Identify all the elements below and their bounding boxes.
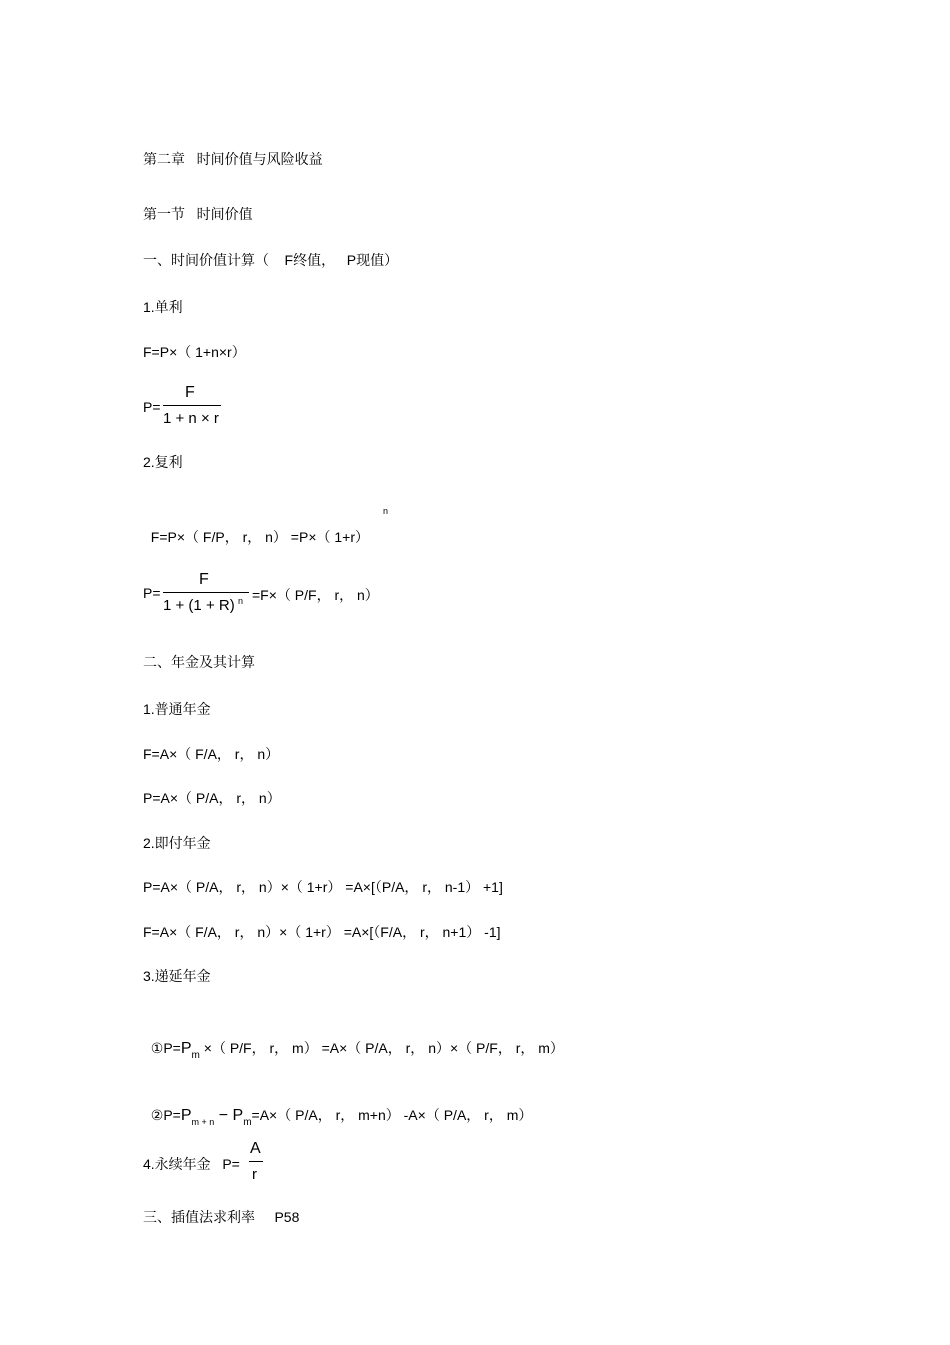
formula-prefix: ①P= bbox=[150, 1040, 181, 1056]
annuity-due-label: 2.即付年金 bbox=[143, 835, 211, 851]
perpetuity-formula bbox=[143, 1138, 283, 1190]
formula-text: ×（ P/F， r， m） =A×（ P/A， r， n）×（ P/F， r， m） bbox=[199, 1040, 564, 1056]
part1-heading: 一、时间价值计算（ F终值， P现值） bbox=[143, 252, 399, 268]
chapter-title: 第二章 时间价值与风险收益 bbox=[143, 151, 323, 167]
ordinary-annuity-label: 1.普通年金 bbox=[143, 701, 211, 717]
p-symbol: P bbox=[180, 1040, 192, 1057]
part3-heading: 三、插值法求利率 P58 bbox=[143, 1209, 300, 1225]
formula-rhs: =F×（ P/F， r， n） bbox=[252, 587, 379, 603]
section-title: 第一节 时间价值 bbox=[143, 206, 253, 222]
ordinary-formula-f: F=A×（ F/A， r， n） bbox=[143, 746, 280, 762]
fraction-denominator: r bbox=[252, 1166, 257, 1183]
deferred-formula-2 bbox=[143, 1088, 532, 1127]
minus-sign: − bbox=[214, 1107, 233, 1124]
formula-prefix: ②P= bbox=[150, 1107, 181, 1123]
fraction-bar bbox=[163, 592, 249, 593]
formula-lhs: P= bbox=[143, 585, 161, 601]
deferred-annuity-label: 3.递延年金 bbox=[143, 968, 211, 984]
fraction-denominator: 1 + n × r bbox=[163, 410, 219, 427]
fraction-numerator: A bbox=[250, 1140, 261, 1157]
compound-interest-label: 2.复利 bbox=[143, 454, 183, 470]
part2-heading: 二、年金及其计算 bbox=[143, 654, 255, 670]
formula-text: =A×（ P/A， r， m+n） -A×（ P/A， r， m） bbox=[251, 1107, 533, 1123]
fraction-numerator: F bbox=[199, 571, 209, 588]
annuity-due-formula-f: F=A×（ F/A， r， n）×（ 1+r） =A×[（F/A， r， n+1） -1] bbox=[143, 924, 501, 940]
subscript: m + n bbox=[191, 1117, 215, 1127]
formula-text: F=P×（ F/P， r， n） =P×（ 1+r） bbox=[150, 529, 370, 545]
perpetuity-label: 4.永续年金 P= bbox=[143, 1156, 240, 1172]
subscript: m bbox=[243, 1117, 252, 1128]
p-symbol: P bbox=[180, 1107, 192, 1124]
fraction-denominator: 1 + (1 + R) bbox=[163, 597, 235, 614]
fraction-bar bbox=[163, 405, 221, 406]
compound-formula-f bbox=[143, 510, 369, 546]
compound-formula-p bbox=[143, 570, 403, 620]
formula-lhs: P= bbox=[143, 399, 161, 415]
fraction-bar bbox=[249, 1161, 263, 1162]
fraction-numerator: F bbox=[185, 384, 195, 401]
p-symbol: P bbox=[232, 1107, 244, 1124]
ordinary-formula-p: P=A×（ P/A， r， n） bbox=[143, 790, 281, 806]
deferred-formula-1 bbox=[143, 1021, 564, 1060]
simple-formula-p bbox=[143, 382, 263, 432]
exponent: n bbox=[238, 596, 244, 606]
annuity-due-formula-p: P=A×（ P/A， r， n）×（ 1+r） =A×[（P/A， r， n-1） +1] bbox=[143, 879, 503, 895]
simple-formula-f: F=P×（ 1+n×r） bbox=[143, 344, 246, 360]
exponent: n bbox=[383, 506, 389, 516]
simple-interest-label: 1.单利 bbox=[143, 299, 183, 315]
subscript: m bbox=[191, 1050, 200, 1061]
